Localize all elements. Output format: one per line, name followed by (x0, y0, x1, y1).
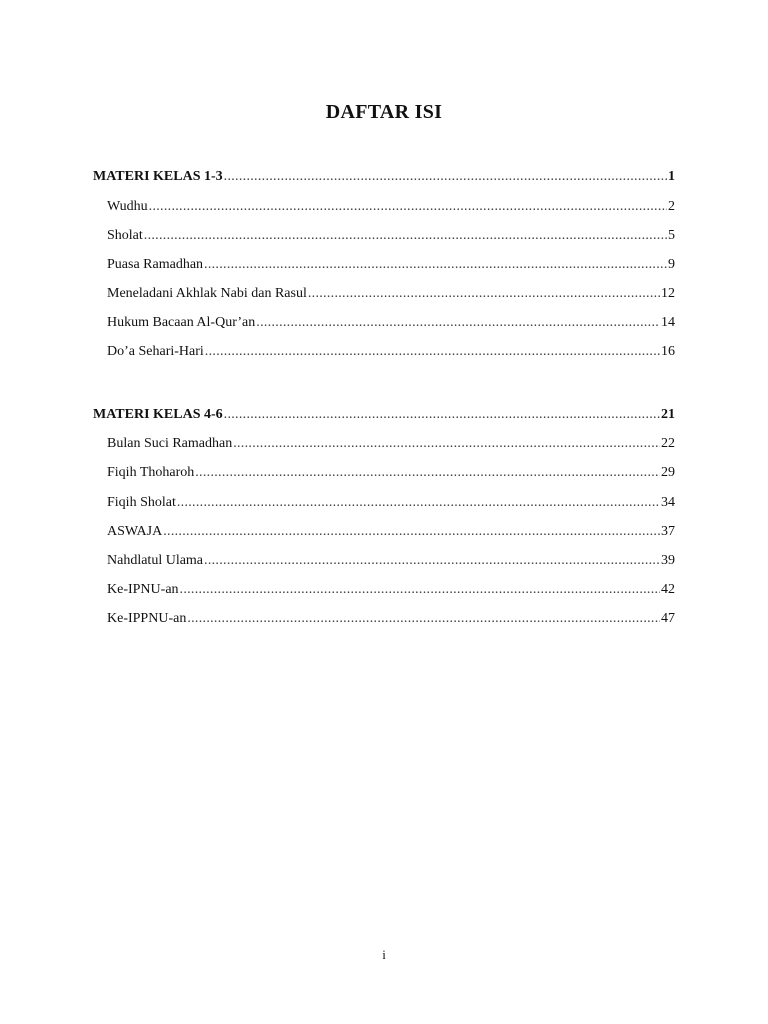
toc-leader-dots (204, 256, 667, 274)
toc-entry-label: Wudhu (107, 199, 148, 214)
toc-leader-dots (308, 285, 660, 303)
toc-section-materi-kelas-1-3[interactable] (93, 168, 675, 186)
toc-entry-label: Bulan Suci Ramadhan (107, 436, 233, 451)
toc-entry-page: 14 (661, 315, 675, 330)
toc-leader-dots (149, 198, 667, 216)
toc-entry-page: 22 (661, 436, 675, 451)
toc-entry-page: 39 (661, 553, 675, 568)
toc-entry-page: 34 (661, 495, 675, 510)
toc-entry-label: ASWAJA (107, 524, 163, 539)
toc-entry-label: Fiqih Sholat (107, 495, 176, 510)
toc-leader-dots (180, 581, 660, 599)
toc-entry-label: Do’a Sehari-Hari (107, 344, 204, 359)
toc-entry-page: 2 (668, 199, 675, 214)
toc-entry-label: Ke-IPNU-an (107, 582, 179, 597)
toc-leader-dots (205, 343, 660, 361)
toc-entry-label: Fiqih Thoharoh (107, 465, 195, 480)
toc-entry-page: 9 (668, 257, 675, 272)
toc-entry-bulan-suci-ramadhan[interactable] (107, 435, 675, 453)
toc-entry-wudhu[interactable] (107, 198, 675, 216)
toc-entry-doa-sehari-hari[interactable] (107, 343, 675, 361)
toc-section-page: 21 (661, 407, 675, 422)
toc-section-materi-kelas-4-6[interactable] (93, 406, 675, 424)
toc-entry-page: 12 (661, 286, 675, 301)
toc-leader-dots (177, 494, 660, 512)
toc-entry-fiqih-sholat[interactable] (107, 494, 675, 512)
page-title: DAFTAR ISI (325, 101, 443, 123)
toc-leader-dots (163, 523, 660, 541)
toc-entry-aswaja[interactable] (107, 523, 675, 541)
toc-leader-dots (144, 227, 667, 245)
toc-entry-ke-ippnu-an[interactable] (107, 610, 675, 628)
toc-entry-label: Nahdlatul Ulama (107, 553, 204, 568)
page-number: i (382, 947, 386, 962)
toc-entry-puasa-ramadhan[interactable] (107, 256, 675, 274)
toc-section-label: MATERI KELAS 1-3 (93, 169, 223, 184)
toc-entry-page: 47 (661, 611, 675, 626)
toc-leader-dots (256, 314, 660, 332)
toc-entry-page: 5 (668, 228, 675, 243)
toc-entry-label: Ke-IPPNU-an (107, 611, 187, 626)
toc-leader-dots (187, 610, 660, 628)
toc-entry-hukum-bacaan[interactable] (107, 314, 675, 332)
toc-entry-page: 29 (661, 465, 675, 480)
toc-section-page: 1 (668, 169, 675, 184)
toc-entry-fiqih-thoharoh[interactable] (107, 464, 675, 482)
toc-entry-page: 42 (661, 582, 675, 597)
toc-leader-dots (233, 435, 660, 453)
toc-entry-page: 37 (661, 524, 675, 539)
toc-entry-meneladani-akhlak[interactable] (107, 285, 675, 303)
toc-entry-page: 16 (661, 344, 675, 359)
toc-entry-sholat[interactable] (107, 227, 675, 245)
toc-leader-dots (195, 464, 660, 482)
toc-leader-dots (224, 406, 660, 424)
toc-entry-nahdlatul-ulama[interactable] (107, 552, 675, 570)
toc-entry-label: Hukum Bacaan Al-Qur’an (107, 315, 256, 330)
toc-entry-ke-ipnu-an[interactable] (107, 581, 675, 599)
toc-entry-label: Puasa Ramadhan (107, 257, 204, 272)
toc-entry-label: Meneladani Akhlak Nabi dan Rasul (107, 286, 307, 301)
toc-section-label: MATERI KELAS 4-6 (93, 407, 223, 422)
toc-leader-dots (224, 168, 667, 186)
toc-leader-dots (204, 552, 660, 570)
toc-entry-label: Sholat (107, 228, 143, 243)
